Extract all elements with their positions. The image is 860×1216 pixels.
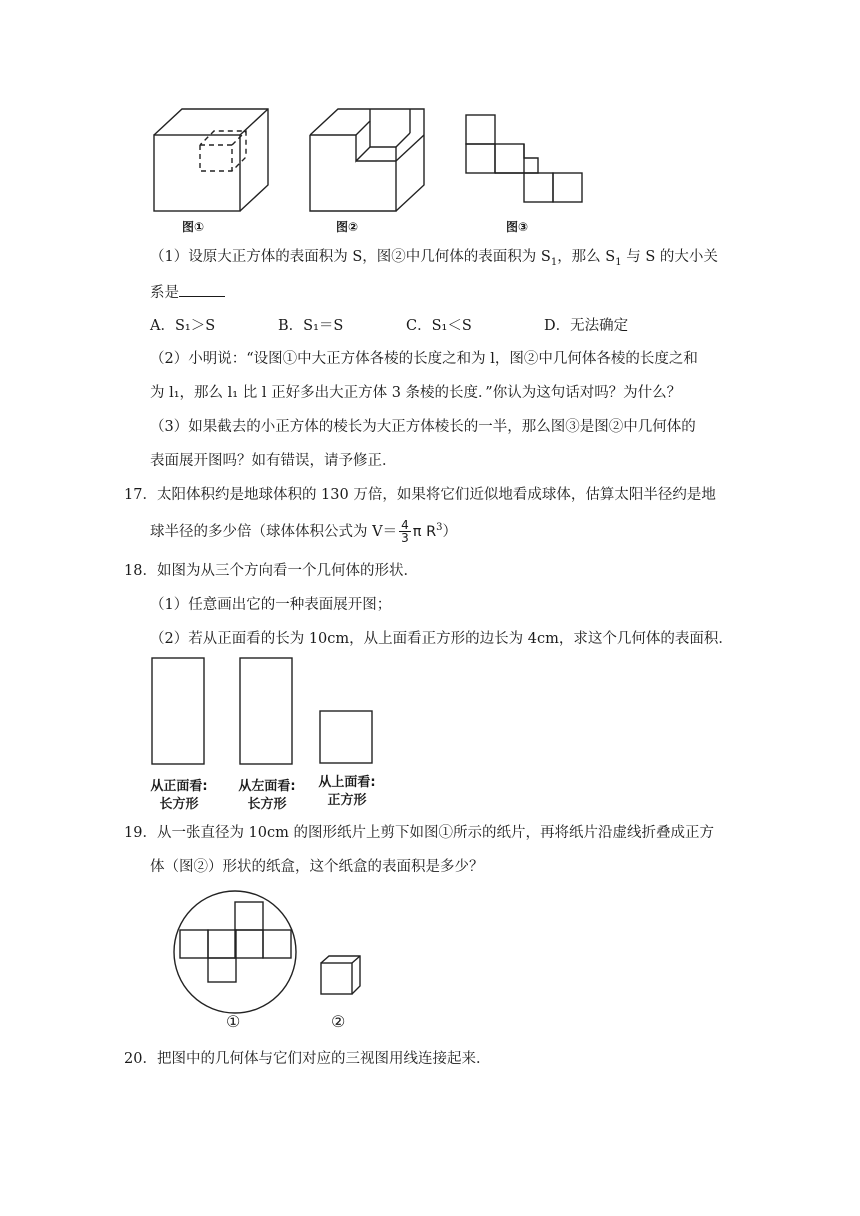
q17-text-c: ） — [442, 523, 458, 540]
q16-choice-c: C．S₁＜S — [406, 318, 472, 334]
volume-fraction — [399, 519, 411, 544]
front-view-caption-line1: 从正面看: — [150, 779, 208, 794]
left-view-rectangle — [239, 657, 293, 765]
q16-part1-text-c: 与 S 的大小关 — [621, 249, 718, 265]
figure-3-label: 图③ — [506, 220, 529, 234]
q18-line2: （1）任意画出它的一种表面展开图； — [150, 597, 392, 613]
fraction-denominator: 3 — [401, 531, 409, 546]
left-view-caption-line1: 从左面看: — [238, 779, 296, 794]
q19-line2: 体（图②）形状的纸盒，这个纸盒的表面积是多少？ — [150, 859, 484, 875]
q19-figure-1-label: ① — [226, 1012, 241, 1031]
circle-with-cube-net — [173, 890, 303, 1020]
q16-part1-line1 — [150, 247, 718, 273]
figure-3-surface-net — [466, 115, 586, 205]
q16-choice-a: A．S₁＞S — [150, 318, 216, 334]
top-view-square — [319, 710, 373, 764]
q16-part2-line2: 为 l₁，那么 l₁ 比 l 正好多出大正方体 3 条棱的长度．”你认为这句话对吗？为什么？ — [150, 385, 682, 401]
left-view-caption — [222, 778, 312, 814]
top-view-caption-line1: 从上面看: — [318, 775, 376, 790]
figure-1-label: 图① — [182, 220, 205, 234]
figure-1-cube-with-dashed-cut — [150, 105, 270, 215]
q16-part1-line2-text: 系是 — [150, 285, 179, 301]
q17-line1: 17．太阳体积约是地球体积的 130 万倍，如果将它们近似地看成球体，估算太阳半径约是地 — [124, 487, 716, 503]
left-view-caption-line2: 长方形 — [247, 797, 287, 812]
q16-part3-line1: （3）如果截去的小正方体的棱长为大正方体棱长的一半，那么图③是图②中几何体的 — [150, 419, 696, 435]
answer-blank[interactable] — [179, 282, 225, 297]
top-view-caption — [302, 774, 392, 810]
fraction-numerator: 4 — [401, 518, 409, 533]
q16-choice-d: D．无法确定 — [544, 318, 629, 334]
q16-part1-text-a: （1）设原大正方体的表面积为 S，图②中几何体的表面积为 S — [150, 249, 551, 265]
q18-line3: （2）若从正面看的长为 10cm，从上面看正方形的边长为 4cm，求这个几何体的表面积． — [150, 631, 733, 647]
q18-line1: 18．如图为从三个方向看一个几何体的形状． — [124, 563, 418, 579]
q17-text-a: 球半径的多少倍（球体体积公式为 V＝ — [150, 523, 398, 540]
q16-part1-line2 — [150, 282, 225, 303]
q19-figure-2-label: ② — [331, 1012, 346, 1031]
q16-sub-1: 1 — [550, 256, 558, 268]
front-view-rectangle — [151, 657, 205, 765]
figure-2-cube-with-corner-cut — [306, 105, 426, 215]
q16-part3-line2: 表面展开图吗？如有错误，请予修正． — [150, 453, 397, 469]
q16-part1-text-b: ，那么 S — [557, 249, 616, 265]
q16-choice-b: B．S₁＝S — [278, 318, 344, 334]
top-view-caption-line2: 正方形 — [327, 793, 367, 808]
q16-part2-line1: （2）小明说：“设图①中大正方体各棱的长度之和为 l，图②中几何体各棱的长度之和 — [150, 351, 698, 367]
q16-sub-2: 1 — [615, 256, 622, 268]
front-view-caption-line2: 长方形 — [159, 797, 199, 812]
q17-line2 — [150, 518, 457, 544]
q19-line1: 19．从一张直径为 10cm 的图形纸片上剪下如图①所示的纸片，再将纸片沿虚线折叠成正方 — [124, 825, 714, 841]
front-view-caption — [134, 778, 224, 814]
figure-2-label: 图② — [336, 220, 359, 234]
small-cube-figure — [320, 955, 362, 997]
q17-superscript: 3 — [436, 522, 443, 533]
q20-line1: 20．把图中的几何体与它们对应的三视图用线连接起来． — [124, 1051, 491, 1067]
q17-text-b: π R — [412, 523, 437, 540]
